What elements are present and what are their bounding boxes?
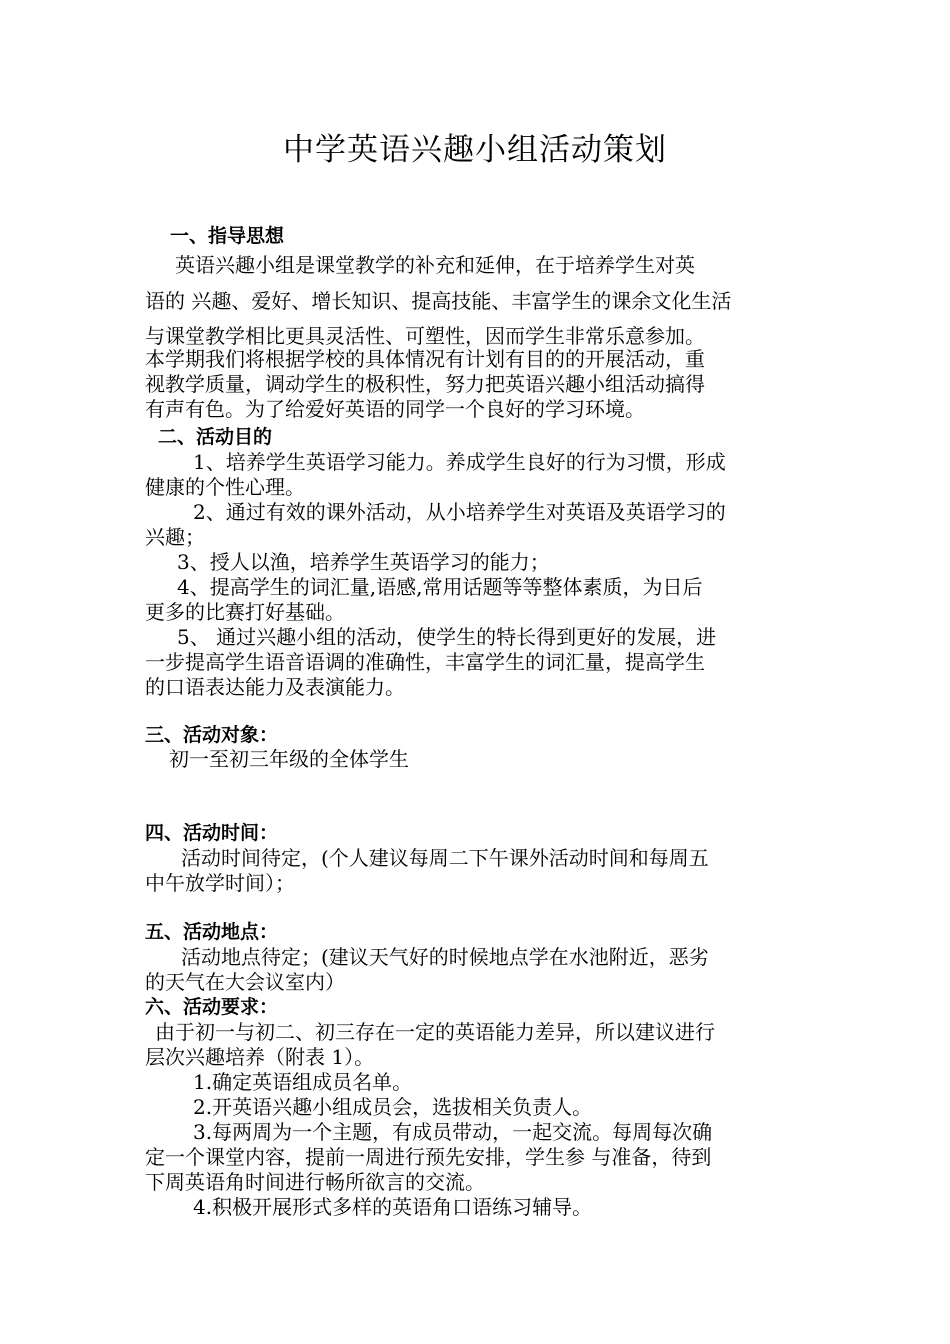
section-heading-requirements: 六、活动要求： xyxy=(145,996,279,1018)
section-purpose-body xyxy=(145,450,807,700)
paragraph-line: 层次兴趣培养（附表 1）。 xyxy=(145,1045,375,1069)
list-item: 2、通过有效的课外活动，从小培养学生对英语及英语学习的 xyxy=(193,500,726,524)
paragraph-line: 由于初一与初二、初三存在一定的英语能力差异，所以建议进行 xyxy=(155,1020,715,1044)
list-item: 4、提高学生的词汇量,语感,常用话题等等整体素质，为日后 xyxy=(177,575,703,599)
section-location-body xyxy=(145,945,807,995)
paragraph-line: 视教学质量，调动学生的极积性，努力把英语兴趣小组活动搞得 xyxy=(145,372,705,396)
paragraph-line: 的口语表达能力及表演能力。 xyxy=(145,675,405,699)
list-item: 2.开英语兴趣小组成员会，选拔相关负责人。 xyxy=(193,1095,593,1119)
paragraph-line: 本学期我们将根据学校的具体情况有计划有目的的开展活动，重 xyxy=(145,347,705,371)
paragraph-line: 有声有色。为了给爱好英语的同学一个良好的学习环境。 xyxy=(145,397,645,421)
paragraph-line: 的天气在大会议室内） xyxy=(145,970,345,994)
section-heading-location: 五、活动地点： xyxy=(145,921,279,943)
paragraph-line: 健康的个性心理。 xyxy=(145,475,305,499)
section-time-body xyxy=(145,846,807,896)
section-heading-time: 四、活动时间： xyxy=(145,822,279,844)
list-item: 3、授人以渔，培养学生英语学习的能力； xyxy=(177,550,550,574)
section-requirements-body xyxy=(145,1020,807,1220)
section-guiding-idea-body xyxy=(145,249,807,422)
section-heading-target: 三、活动对象： xyxy=(145,724,279,746)
list-item: 5、 通过兴趣小组的活动，使学生的特长得到更好的发展，进 xyxy=(177,625,717,649)
document-title: 中学英语兴趣小组活动策划 xyxy=(283,132,667,168)
list-item: 3.每两周为一个主题，有成员带动，一起交流。每周每次确 xyxy=(193,1120,713,1144)
paragraph-line: 兴趣； xyxy=(145,525,205,549)
paragraph-line: 中午放学时间）； xyxy=(145,871,295,895)
list-item: 1.确定英语组成员名单。 xyxy=(193,1070,413,1094)
list-item: 4.积极开展形式多样的英语角口语练习辅导。 xyxy=(193,1195,593,1219)
paragraph-line: 更多的比赛打好基础。 xyxy=(145,600,345,624)
paragraph-line: 定一个课堂内容，提前一周进行预先安排，学生参 与准备，待到 xyxy=(145,1145,712,1169)
section-heading-guiding-idea: 一、指导思想 xyxy=(170,225,285,247)
paragraph-line: 活动地点待定；(建议天气好的时候地点学在水池附近，恶劣 xyxy=(181,945,709,969)
paragraph-line: 英语兴趣小组是课堂教学的补充和延伸，在于培养学生对英 xyxy=(175,253,695,277)
section-target-body: 初一至初三年级的全体学生 xyxy=(169,747,409,771)
paragraph-line: 语的 兴趣、爱好、增长知识、提高技能、丰富学生的课余文化生活 xyxy=(145,289,732,313)
paragraph-line: 下周英语角时间进行畅所欲言的交流。 xyxy=(145,1170,485,1194)
section-heading-purpose: 二、活动目的 xyxy=(158,426,273,448)
paragraph-line: 与课堂教学相比更具灵活性、可塑性，因而学生非常乐意参加。 xyxy=(145,324,705,348)
list-item: 1、培养学生英语学习能力。养成学生良好的行为习惯，形成 xyxy=(193,450,726,474)
paragraph-line: 活动时间待定，(个人建议每周二下午课外活动时间和每周五 xyxy=(181,846,709,870)
paragraph-line: 一步提高学生语音语调的准确性，丰富学生的词汇量，提高学生 xyxy=(145,650,705,674)
